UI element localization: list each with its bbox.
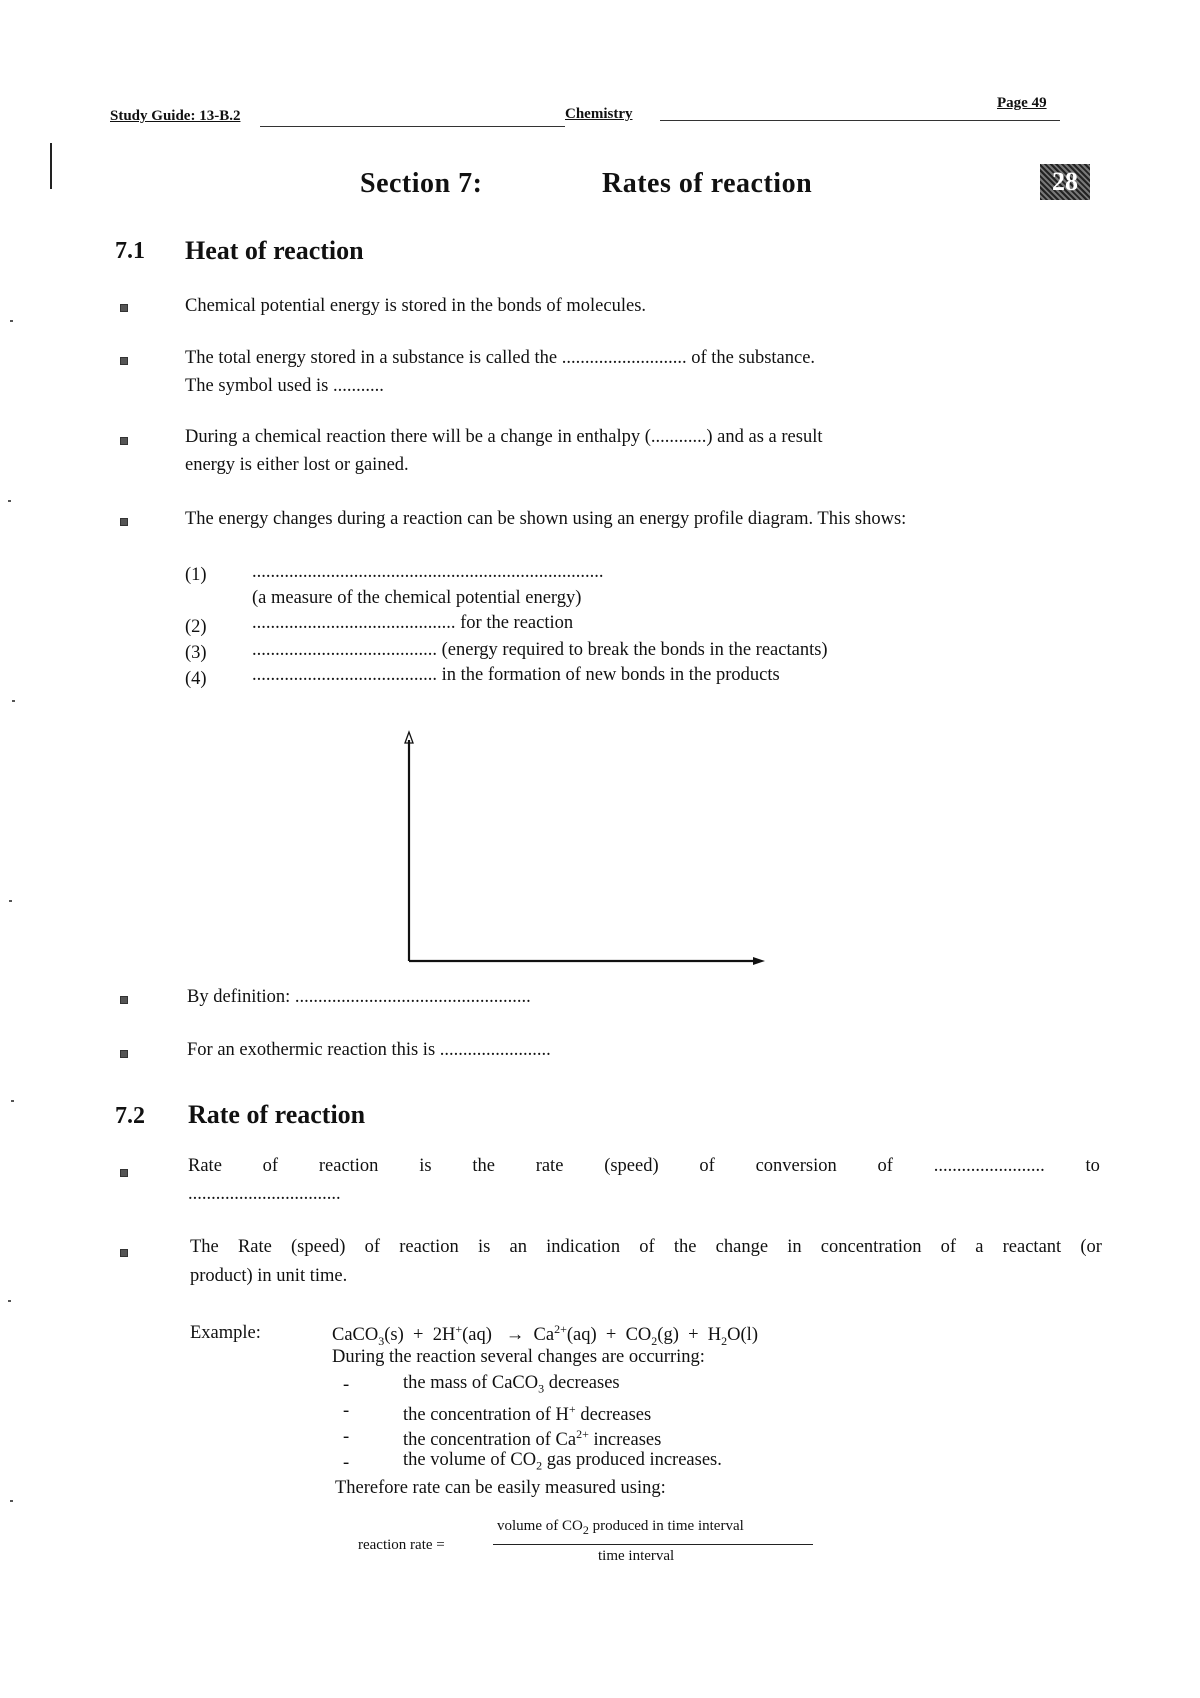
word: ........................ (933, 1156, 1045, 1176)
word: of (262, 1156, 279, 1176)
word: of (699, 1156, 715, 1176)
list-item-text: ............................................ for the reaction (252, 613, 574, 633)
word: of (639, 1237, 655, 1257)
dash: - (343, 1427, 350, 1447)
rate-indication-line (190, 1234, 1102, 1261)
word: is (477, 1237, 491, 1257)
list-item-text: ............................................................................ (252, 562, 604, 582)
subsection-title-heat: Heat of reaction (185, 236, 364, 265)
word: of (364, 1237, 381, 1257)
bullet-icon (120, 996, 128, 1004)
word: Rate (188, 1156, 222, 1176)
change-mass-caco3: the mass of CaCO$_3$ decreases (403, 1373, 620, 1396)
bullet-icon (120, 518, 128, 526)
word: reaction (318, 1156, 379, 1176)
word: to (1085, 1156, 1100, 1176)
word: (speed) (291, 1237, 346, 1257)
word: of (940, 1237, 957, 1257)
change-volume-co2: the volume of $CO_2$ gas produced increases. (403, 1450, 722, 1473)
change-conc-h: the concentration of H+ decreases (403, 1402, 652, 1426)
scan-speck (11, 1100, 14, 1102)
scan-speck (8, 500, 11, 502)
word: conversion (755, 1156, 837, 1176)
scan-speck (9, 900, 12, 902)
list-number: (4) (185, 669, 207, 689)
rate-definition-line (188, 1153, 1100, 1180)
header-rule-left (260, 126, 565, 127)
dash: - (343, 1375, 350, 1395)
example-label: Example: (190, 1323, 261, 1343)
change-conc-ca: the concentration of $Ca^{2+}$ increases (403, 1427, 662, 1451)
header-page-number: Page 49 (997, 95, 1047, 111)
word: Rate (237, 1237, 272, 1257)
word: is (419, 1156, 432, 1176)
bullet-icon (120, 437, 128, 445)
energy-profile-axes (395, 730, 775, 970)
formula-numerator: volume of $CO_2$ produced in time interval (497, 1518, 744, 1537)
word: (speed) (604, 1156, 659, 1176)
bullet-icon (120, 1050, 128, 1058)
list-number: (1) (185, 565, 207, 585)
section-number: Section 7: (360, 168, 483, 199)
list-number: (2) (185, 617, 207, 637)
scan-speck (12, 700, 15, 702)
word: an (509, 1237, 527, 1257)
chemical-equation: CaCO$_3$(s) + $2H^+(aq) \to Ca^{2+}(aq) + CO_2(g) + H_2O(l)$ (332, 1322, 758, 1348)
word: indication (546, 1237, 621, 1257)
word: concentration (820, 1237, 922, 1257)
word: in (787, 1237, 802, 1257)
dash: - (343, 1453, 350, 1473)
word: the (673, 1237, 697, 1257)
formula-lhs: reaction rate = (358, 1537, 445, 1553)
bullet-text-enthalpy-change: During a chemical reaction there will be a change in enthalpy (............) and as a result (185, 427, 823, 447)
header-study-guide: Study Guide: 13-B.2 (110, 108, 241, 124)
header-rule-right (660, 120, 1060, 121)
scan-speck (8, 1300, 11, 1302)
bullet-icon (120, 304, 128, 312)
fraction-bar (493, 1544, 813, 1545)
bullet-text-energy-lost: energy is either lost or gained. (185, 455, 409, 475)
changes-intro: During the reaction several changes are occurring: (332, 1347, 705, 1367)
scan-speck (10, 320, 13, 322)
word: (or (1080, 1237, 1102, 1257)
dash: - (343, 1401, 350, 1421)
list-item-text: ........................................ (energy required to break the bonds in the reactants) (252, 640, 828, 660)
subsection-number-7-1: 7.1 (115, 238, 145, 264)
header-subject: Chemistry (565, 106, 633, 122)
bullet-text-symbol: The symbol used is ........... (185, 376, 384, 396)
list-item-note: (a measure of the chemical potential energy) (252, 588, 582, 608)
bullet-text-potential-energy: Chemical potential energy is stored in the bonds of molecules. (185, 296, 647, 316)
subsection-title-rate: Rate of reaction (188, 1100, 366, 1129)
margin-bar (50, 143, 52, 189)
therefore-line: Therefore rate can be easily measured using: (335, 1478, 666, 1498)
scan-speck (10, 1500, 13, 1502)
rate-indication-line-2: product) in unit time. (190, 1266, 348, 1286)
word: reactant (1002, 1237, 1062, 1257)
bullet-icon (120, 1249, 128, 1257)
word: rate (535, 1156, 564, 1176)
rate-definition-blank: ................................. (188, 1184, 341, 1204)
bullet-icon (120, 1169, 128, 1177)
section-title: Rates of reaction (602, 168, 813, 199)
word: reaction (399, 1237, 459, 1257)
bullet-text-energy-profile: The energy changes during a reaction can be shown using an energy profile diagram. This shows: (185, 509, 907, 529)
list-number: (3) (185, 643, 207, 663)
formula-denominator: time interval (598, 1548, 675, 1564)
bullet-text-total-energy: The total energy stored in a substance is called the ........................... of the substance. (185, 348, 816, 368)
word: a (975, 1237, 984, 1257)
bullet-icon (120, 357, 128, 365)
word: of (877, 1156, 893, 1176)
word: change (715, 1237, 769, 1257)
exothermic-line: For an exothermic reaction this is ........................ (187, 1040, 551, 1060)
subsection-number-7-2: 7.2 (115, 1103, 145, 1129)
list-item-text: ........................................ in the formation of new bonds in the products (252, 665, 780, 685)
definition-line: By definition: ................................................... (187, 987, 531, 1007)
word: the (472, 1156, 495, 1176)
word: The (190, 1237, 219, 1257)
section-badge: 28 (1040, 164, 1090, 200)
